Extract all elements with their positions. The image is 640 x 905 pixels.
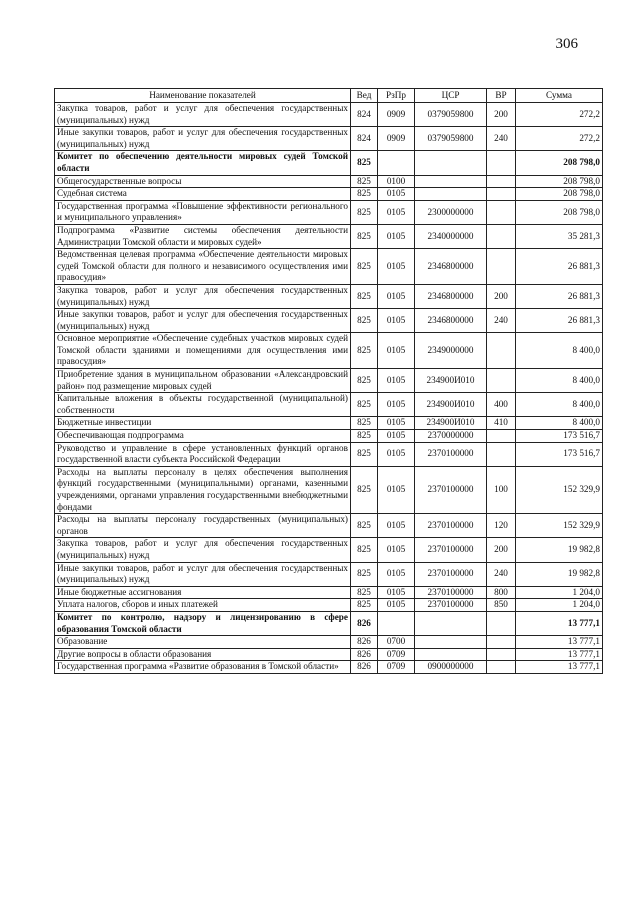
header-ved: Вед xyxy=(351,89,378,103)
cell-rzpr: 0105 xyxy=(378,393,415,417)
cell-csr: 0379059800 xyxy=(415,103,487,127)
cell-vr xyxy=(487,648,516,661)
cell-name: Иные бюджетные ассигнования xyxy=(55,586,351,599)
cell-name: Приобретение здания в муниципальном образовании «Александровский район» под размещение мировых судей xyxy=(55,369,351,393)
cell-name: Закупка товаров, работ и услуг для обеспечения государственных (муниципальных) нужд xyxy=(55,103,351,127)
table-row xyxy=(55,200,603,224)
cell-rzpr: 0105 xyxy=(378,249,415,285)
cell-rzpr: 0909 xyxy=(378,127,415,151)
cell-ved: 825 xyxy=(351,175,378,188)
cell-vr xyxy=(487,661,516,674)
cell-rzpr: 0105 xyxy=(378,224,415,248)
cell-csr: 2370100000 xyxy=(415,466,487,513)
cell-name: Капитальные вложения в объекты государственной (муниципальной) собственности xyxy=(55,393,351,417)
cell-sum: 208 798,0 xyxy=(516,200,603,224)
cell-name: Закупка товаров, работ и услуг для обеспечения государственных (муниципальных) нужд xyxy=(55,538,351,562)
cell-name: Расходы на выплаты персоналу в целях обеспечения выполнения функций государственными (муниципальными) органами, казенными учреждениями, органами управления государственными внебюджетными фондами xyxy=(55,466,351,513)
cell-ved: 825 xyxy=(351,466,378,513)
cell-csr: 0900000000 xyxy=(415,661,487,674)
cell-vr xyxy=(487,369,516,393)
cell-vr: 200 xyxy=(487,103,516,127)
table-row xyxy=(55,224,603,248)
cell-rzpr: 0105 xyxy=(378,586,415,599)
cell-ved: 825 xyxy=(351,224,378,248)
cell-vr xyxy=(487,430,516,443)
table-row xyxy=(55,442,603,466)
cell-name: Подпрограмма «Развитие системы обеспечения деятельности Администрации Томской области и мировых судей» xyxy=(55,224,351,248)
cell-rzpr: 0105 xyxy=(378,442,415,466)
cell-rzpr: 0709 xyxy=(378,648,415,661)
cell-sum: 13 777,1 xyxy=(516,661,603,674)
cell-csr xyxy=(415,188,487,201)
cell-csr xyxy=(415,611,487,635)
cell-ved: 826 xyxy=(351,648,378,661)
table-row xyxy=(55,648,603,661)
cell-rzpr: 0100 xyxy=(378,175,415,188)
cell-name: Иные закупки товаров, работ и услуг для обеспечения государственных (муниципальных) нужд xyxy=(55,309,351,333)
cell-csr: 2370000000 xyxy=(415,430,487,443)
cell-vr: 400 xyxy=(487,393,516,417)
cell-vr xyxy=(487,442,516,466)
cell-sum: 208 798,0 xyxy=(516,151,603,175)
table-row xyxy=(55,538,603,562)
cell-vr: 240 xyxy=(487,562,516,586)
table-row xyxy=(55,611,603,635)
cell-name: Комитет по обеспечению деятельности мировых судей Томской области xyxy=(55,151,351,175)
cell-vr: 200 xyxy=(487,538,516,562)
cell-rzpr: 0105 xyxy=(378,417,415,430)
cell-name: Ведомственная целевая программа «Обеспечение деятельности мировых судей Томской области для полного и независимого осуществления ими правосудия» xyxy=(55,249,351,285)
cell-ved: 825 xyxy=(351,538,378,562)
cell-rzpr: 0105 xyxy=(378,369,415,393)
table-row xyxy=(55,599,603,612)
header-name: Наименование показателей xyxy=(55,89,351,103)
cell-ved: 825 xyxy=(351,442,378,466)
cell-csr: 2370100000 xyxy=(415,599,487,612)
cell-vr xyxy=(487,611,516,635)
cell-sum: 13 777,1 xyxy=(516,611,603,635)
cell-rzpr: 0105 xyxy=(378,284,415,308)
cell-csr: 2370100000 xyxy=(415,538,487,562)
cell-name: Иные закупки товаров, работ и услуг для обеспечения государственных (муниципальных) нужд xyxy=(55,562,351,586)
cell-csr: 2370100000 xyxy=(415,562,487,586)
cell-sum: 26 881,3 xyxy=(516,249,603,285)
cell-csr: 0379059800 xyxy=(415,127,487,151)
cell-name: Общегосударственные вопросы xyxy=(55,175,351,188)
cell-ved: 826 xyxy=(351,611,378,635)
cell-vr: 850 xyxy=(487,599,516,612)
header-csr: ЦСР xyxy=(415,89,487,103)
cell-name: Уплата налогов, сборов и иных платежей xyxy=(55,599,351,612)
cell-name: Бюджетные инвестиции xyxy=(55,417,351,430)
table-row xyxy=(55,417,603,430)
table-row xyxy=(55,636,603,649)
cell-ved: 825 xyxy=(351,514,378,538)
cell-sum: 173 516,7 xyxy=(516,430,603,443)
cell-rzpr: 0700 xyxy=(378,636,415,649)
table-row xyxy=(55,249,603,285)
cell-sum: 13 777,1 xyxy=(516,648,603,661)
cell-vr: 200 xyxy=(487,284,516,308)
cell-rzpr: 0105 xyxy=(378,188,415,201)
cell-ved: 825 xyxy=(351,249,378,285)
cell-ved: 825 xyxy=(351,430,378,443)
cell-sum: 26 881,3 xyxy=(516,284,603,308)
table-row xyxy=(55,151,603,175)
cell-vr: 800 xyxy=(487,586,516,599)
cell-csr: 2370100000 xyxy=(415,514,487,538)
cell-ved: 825 xyxy=(351,599,378,612)
cell-ved: 825 xyxy=(351,200,378,224)
cell-csr xyxy=(415,648,487,661)
table-row xyxy=(55,466,603,513)
header-row xyxy=(55,89,603,103)
cell-vr xyxy=(487,224,516,248)
cell-ved: 825 xyxy=(351,151,378,175)
cell-ved: 825 xyxy=(351,562,378,586)
cell-sum: 152 329,9 xyxy=(516,514,603,538)
cell-rzpr: 0105 xyxy=(378,514,415,538)
cell-ved: 825 xyxy=(351,586,378,599)
cell-csr xyxy=(415,151,487,175)
cell-name: Судебная система xyxy=(55,188,351,201)
budget-table xyxy=(54,88,603,674)
cell-sum: 8 400,0 xyxy=(516,393,603,417)
cell-vr xyxy=(487,200,516,224)
cell-ved: 825 xyxy=(351,309,378,333)
cell-csr: 2370100000 xyxy=(415,442,487,466)
table-row xyxy=(55,309,603,333)
cell-sum: 1 204,0 xyxy=(516,586,603,599)
cell-sum: 152 329,9 xyxy=(516,466,603,513)
cell-ved: 825 xyxy=(351,284,378,308)
table-row xyxy=(55,562,603,586)
cell-sum: 19 982,8 xyxy=(516,562,603,586)
table-row xyxy=(55,514,603,538)
table-row xyxy=(55,188,603,201)
cell-csr: 2346800000 xyxy=(415,309,487,333)
cell-csr: 2370100000 xyxy=(415,586,487,599)
cell-rzpr: 0105 xyxy=(378,538,415,562)
cell-name: Другие вопросы в области образования xyxy=(55,648,351,661)
cell-csr: 2346800000 xyxy=(415,284,487,308)
cell-csr: 2340000000 xyxy=(415,224,487,248)
cell-ved: 825 xyxy=(351,393,378,417)
cell-sum: 8 400,0 xyxy=(516,333,603,369)
cell-sum: 173 516,7 xyxy=(516,442,603,466)
page-number: 306 xyxy=(555,36,578,52)
cell-csr: 234900И010 xyxy=(415,369,487,393)
cell-name: Иные закупки товаров, работ и услуг для обеспечения государственных (муниципальных) нужд xyxy=(55,127,351,151)
cell-name: Государственная программа «Развитие образования в Томской области» xyxy=(55,661,351,674)
cell-sum: 26 881,3 xyxy=(516,309,603,333)
cell-vr: 240 xyxy=(487,309,516,333)
table-row xyxy=(55,175,603,188)
cell-vr xyxy=(487,636,516,649)
cell-name: Образование xyxy=(55,636,351,649)
cell-name: Закупка товаров, работ и услуг для обеспечения государственных (муниципальных) нужд xyxy=(55,284,351,308)
cell-rzpr xyxy=(378,611,415,635)
table-row xyxy=(55,333,603,369)
cell-csr: 2346800000 xyxy=(415,249,487,285)
table-row xyxy=(55,393,603,417)
header-rzpr: РзПр xyxy=(378,89,415,103)
cell-csr: 2349000000 xyxy=(415,333,487,369)
cell-vr: 410 xyxy=(487,417,516,430)
cell-rzpr: 0105 xyxy=(378,599,415,612)
cell-csr xyxy=(415,175,487,188)
cell-ved: 826 xyxy=(351,661,378,674)
cell-rzpr: 0105 xyxy=(378,333,415,369)
cell-vr: 100 xyxy=(487,466,516,513)
cell-sum: 35 281,3 xyxy=(516,224,603,248)
cell-ved: 824 xyxy=(351,127,378,151)
cell-csr: 234900И010 xyxy=(415,393,487,417)
cell-csr xyxy=(415,636,487,649)
cell-vr xyxy=(487,249,516,285)
cell-sum: 8 400,0 xyxy=(516,417,603,430)
header-sum: Сумма xyxy=(516,89,603,103)
cell-sum: 272,2 xyxy=(516,103,603,127)
table-row xyxy=(55,430,603,443)
cell-name: Государственная программа «Повышение эффективности регионального и муниципального управления» xyxy=(55,200,351,224)
cell-rzpr xyxy=(378,151,415,175)
table-row xyxy=(55,369,603,393)
cell-ved: 825 xyxy=(351,333,378,369)
cell-csr: 2300000000 xyxy=(415,200,487,224)
cell-rzpr: 0105 xyxy=(378,430,415,443)
table-row xyxy=(55,103,603,127)
table-body xyxy=(55,103,603,674)
cell-rzpr: 0105 xyxy=(378,562,415,586)
cell-sum: 19 982,8 xyxy=(516,538,603,562)
cell-csr: 234900И010 xyxy=(415,417,487,430)
header-vr: ВР xyxy=(487,89,516,103)
cell-rzpr: 0105 xyxy=(378,200,415,224)
cell-name: Обеспечивающая подпрограмма xyxy=(55,430,351,443)
cell-ved: 824 xyxy=(351,103,378,127)
cell-vr xyxy=(487,188,516,201)
cell-vr xyxy=(487,151,516,175)
cell-name: Комитет по контролю, надзору и лицензированию в сфере образования Томской области xyxy=(55,611,351,635)
cell-vr xyxy=(487,175,516,188)
cell-ved: 825 xyxy=(351,369,378,393)
cell-vr xyxy=(487,333,516,369)
cell-name: Основное мероприятие «Обеспечение судебных участков мировых судей Томской области зданиями и помещениями для осуществления ими правосудия» xyxy=(55,333,351,369)
cell-rzpr: 0105 xyxy=(378,466,415,513)
cell-name: Расходы на выплаты персоналу государственных (муниципальных) органов xyxy=(55,514,351,538)
cell-ved: 825 xyxy=(351,417,378,430)
cell-ved: 826 xyxy=(351,636,378,649)
table-row xyxy=(55,127,603,151)
cell-sum: 208 798,0 xyxy=(516,175,603,188)
cell-sum: 8 400,0 xyxy=(516,369,603,393)
cell-sum: 208 798,0 xyxy=(516,188,603,201)
table-row xyxy=(55,586,603,599)
cell-ved: 825 xyxy=(351,188,378,201)
cell-name: Руководство и управление в сфере установленных функций органов государственной власти субъекта Российской Федерации xyxy=(55,442,351,466)
cell-rzpr: 0709 xyxy=(378,661,415,674)
cell-vr: 120 xyxy=(487,514,516,538)
cell-vr: 240 xyxy=(487,127,516,151)
cell-sum: 1 204,0 xyxy=(516,599,603,612)
cell-sum: 272,2 xyxy=(516,127,603,151)
table-row xyxy=(55,661,603,674)
cell-sum: 13 777,1 xyxy=(516,636,603,649)
table-row xyxy=(55,284,603,308)
cell-rzpr: 0105 xyxy=(378,309,415,333)
cell-rzpr: 0909 xyxy=(378,103,415,127)
